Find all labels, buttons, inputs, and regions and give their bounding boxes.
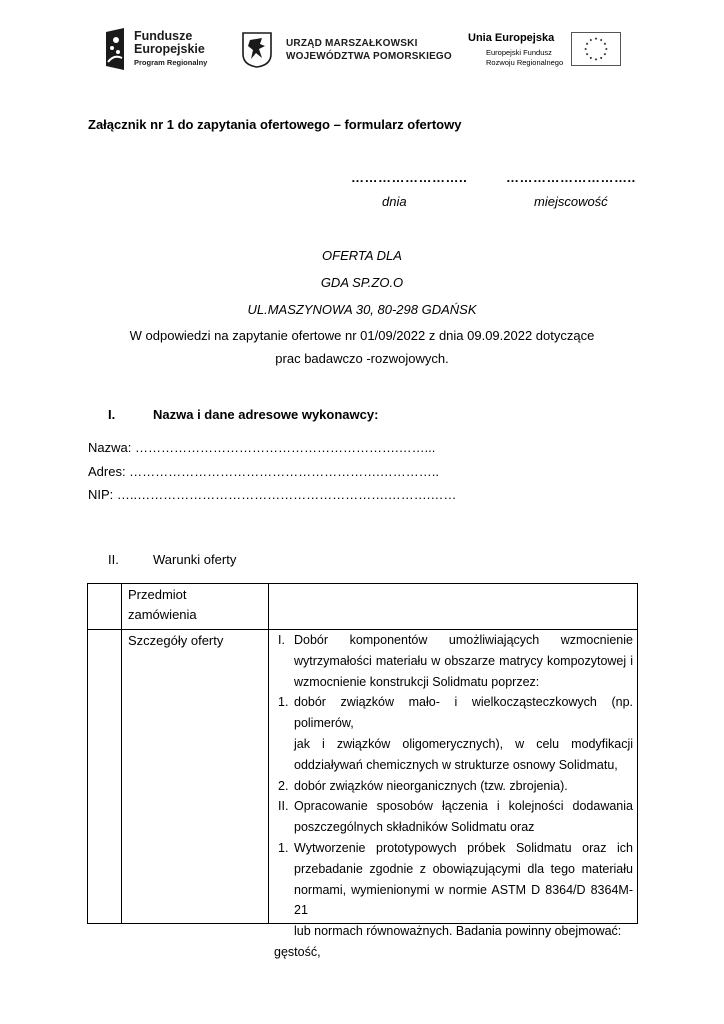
ue-line1: Unia Europejska — [468, 32, 555, 44]
subject-of-order-label — [128, 585, 197, 625]
details-line: 1. dobór związków mało- i wielkocząsteczkowych (np. polimerów, — [278, 695, 633, 731]
details-line: jak i związków oligomerycznych), w celu modyfikacji — [294, 736, 633, 751]
fe-emblem-icon — [104, 28, 126, 70]
details-line: wytrzymałości materiału w obszarze matrycy kompozytowej i — [294, 653, 633, 668]
contractor-name-field: Nazwa: …………………………………………………….……... — [88, 440, 436, 455]
company-address-line: UL.MASZYNOWA 30, 80-298 GDAŃSK — [247, 302, 477, 317]
subject-label-line1: Przedmiot — [128, 587, 187, 602]
urzad-marszalkowski-logo — [242, 32, 452, 68]
fe-line3: Program Regionalny — [134, 57, 208, 67]
details-line: gęstość, — [274, 944, 321, 959]
fe-line1: Fundusze — [134, 28, 193, 43]
details-line: lub normach równoważnych. Badania powinny obejmować: — [294, 924, 622, 939]
unia-europejska-logo — [468, 32, 621, 68]
fundusze-europejskie-logo — [104, 28, 207, 70]
details-line: I. Dobór komponentów umożliwiających wzmocnienie — [278, 633, 633, 647]
details-line: 2. dobór związków nieorganicznych (tzw. zbrojenia). — [278, 778, 568, 793]
section1-number: I. — [108, 407, 116, 422]
fe-line2: Europejskie — [134, 41, 205, 56]
details-line: II. Opracowanie sposobów łączenia i kolejności dodawania — [278, 799, 633, 814]
place-dotted-line: ……………………….. — [506, 170, 636, 185]
subject-label-line2: zamówienia — [128, 607, 197, 622]
date-label: dnia — [382, 194, 407, 209]
details-line: oddziaływań chemicznych w strukturze osnowy Solidmatu, — [294, 757, 618, 772]
section1-title: Nazwa i dane adresowe wykonawcy: — [153, 407, 379, 422]
details-line: przebadanie zgodnie z obowiązującymi dla tego materiału — [294, 861, 633, 876]
offer-details-content — [268, 630, 639, 963]
ue-line3: Rozwoju Regionalnego — [486, 58, 564, 67]
company-name-line: GDA SP.ZO.O — [320, 275, 404, 290]
document-heading: Załącznik nr 1 do zapytania ofertowego – formularz ofertowy — [88, 117, 462, 132]
place-label: miejscowość — [534, 194, 608, 209]
table-divider — [121, 584, 122, 923]
header-logos — [0, 28, 724, 76]
contractor-address-field: Adres: ………………………………………………….………….. — [88, 464, 440, 479]
date-dotted-line: …………………….. — [351, 170, 468, 185]
eu-flag-icon — [571, 32, 621, 66]
um-line2: WOJEWÓDZTWA POMORSKIEGO — [286, 51, 452, 62]
details-line: 1. Wytworzenie prototypowych próbek Solidmatu oraz ich — [278, 840, 633, 855]
inquiry-reference-line: W odpowiedzi na zapytanie ofertowe nr 01/09/2022 z dnia 09.09.2022 dotyczące — [129, 328, 595, 343]
contractor-nip-field: NIP: …..………………………………………………….……….…… — [88, 487, 457, 502]
details-line: normami, wymienionymi w normie ASTM D 8364/D 8364M-21 — [294, 882, 633, 918]
pomorskie-griffin-icon — [242, 32, 272, 68]
offer-details-label: Szczegóły oferty — [128, 633, 224, 648]
um-line1: URZĄD MARSZAŁKOWSKI — [286, 38, 418, 49]
section2-title: Warunki oferty — [153, 552, 237, 567]
section2-number: II. — [108, 552, 119, 567]
offer-for-line: OFERTA DLA — [322, 248, 402, 263]
details-line: wzmocnienie konstrukcji Solidmatu poprzez: — [294, 674, 540, 689]
ue-line2: Europejski Fundusz — [486, 48, 552, 57]
offer-conditions-table — [87, 583, 638, 959]
details-line: poszczególnych składników Solidmatu oraz — [294, 820, 535, 835]
inquiry-subject-line: prac badawczo -rozwojowych. — [275, 351, 449, 366]
